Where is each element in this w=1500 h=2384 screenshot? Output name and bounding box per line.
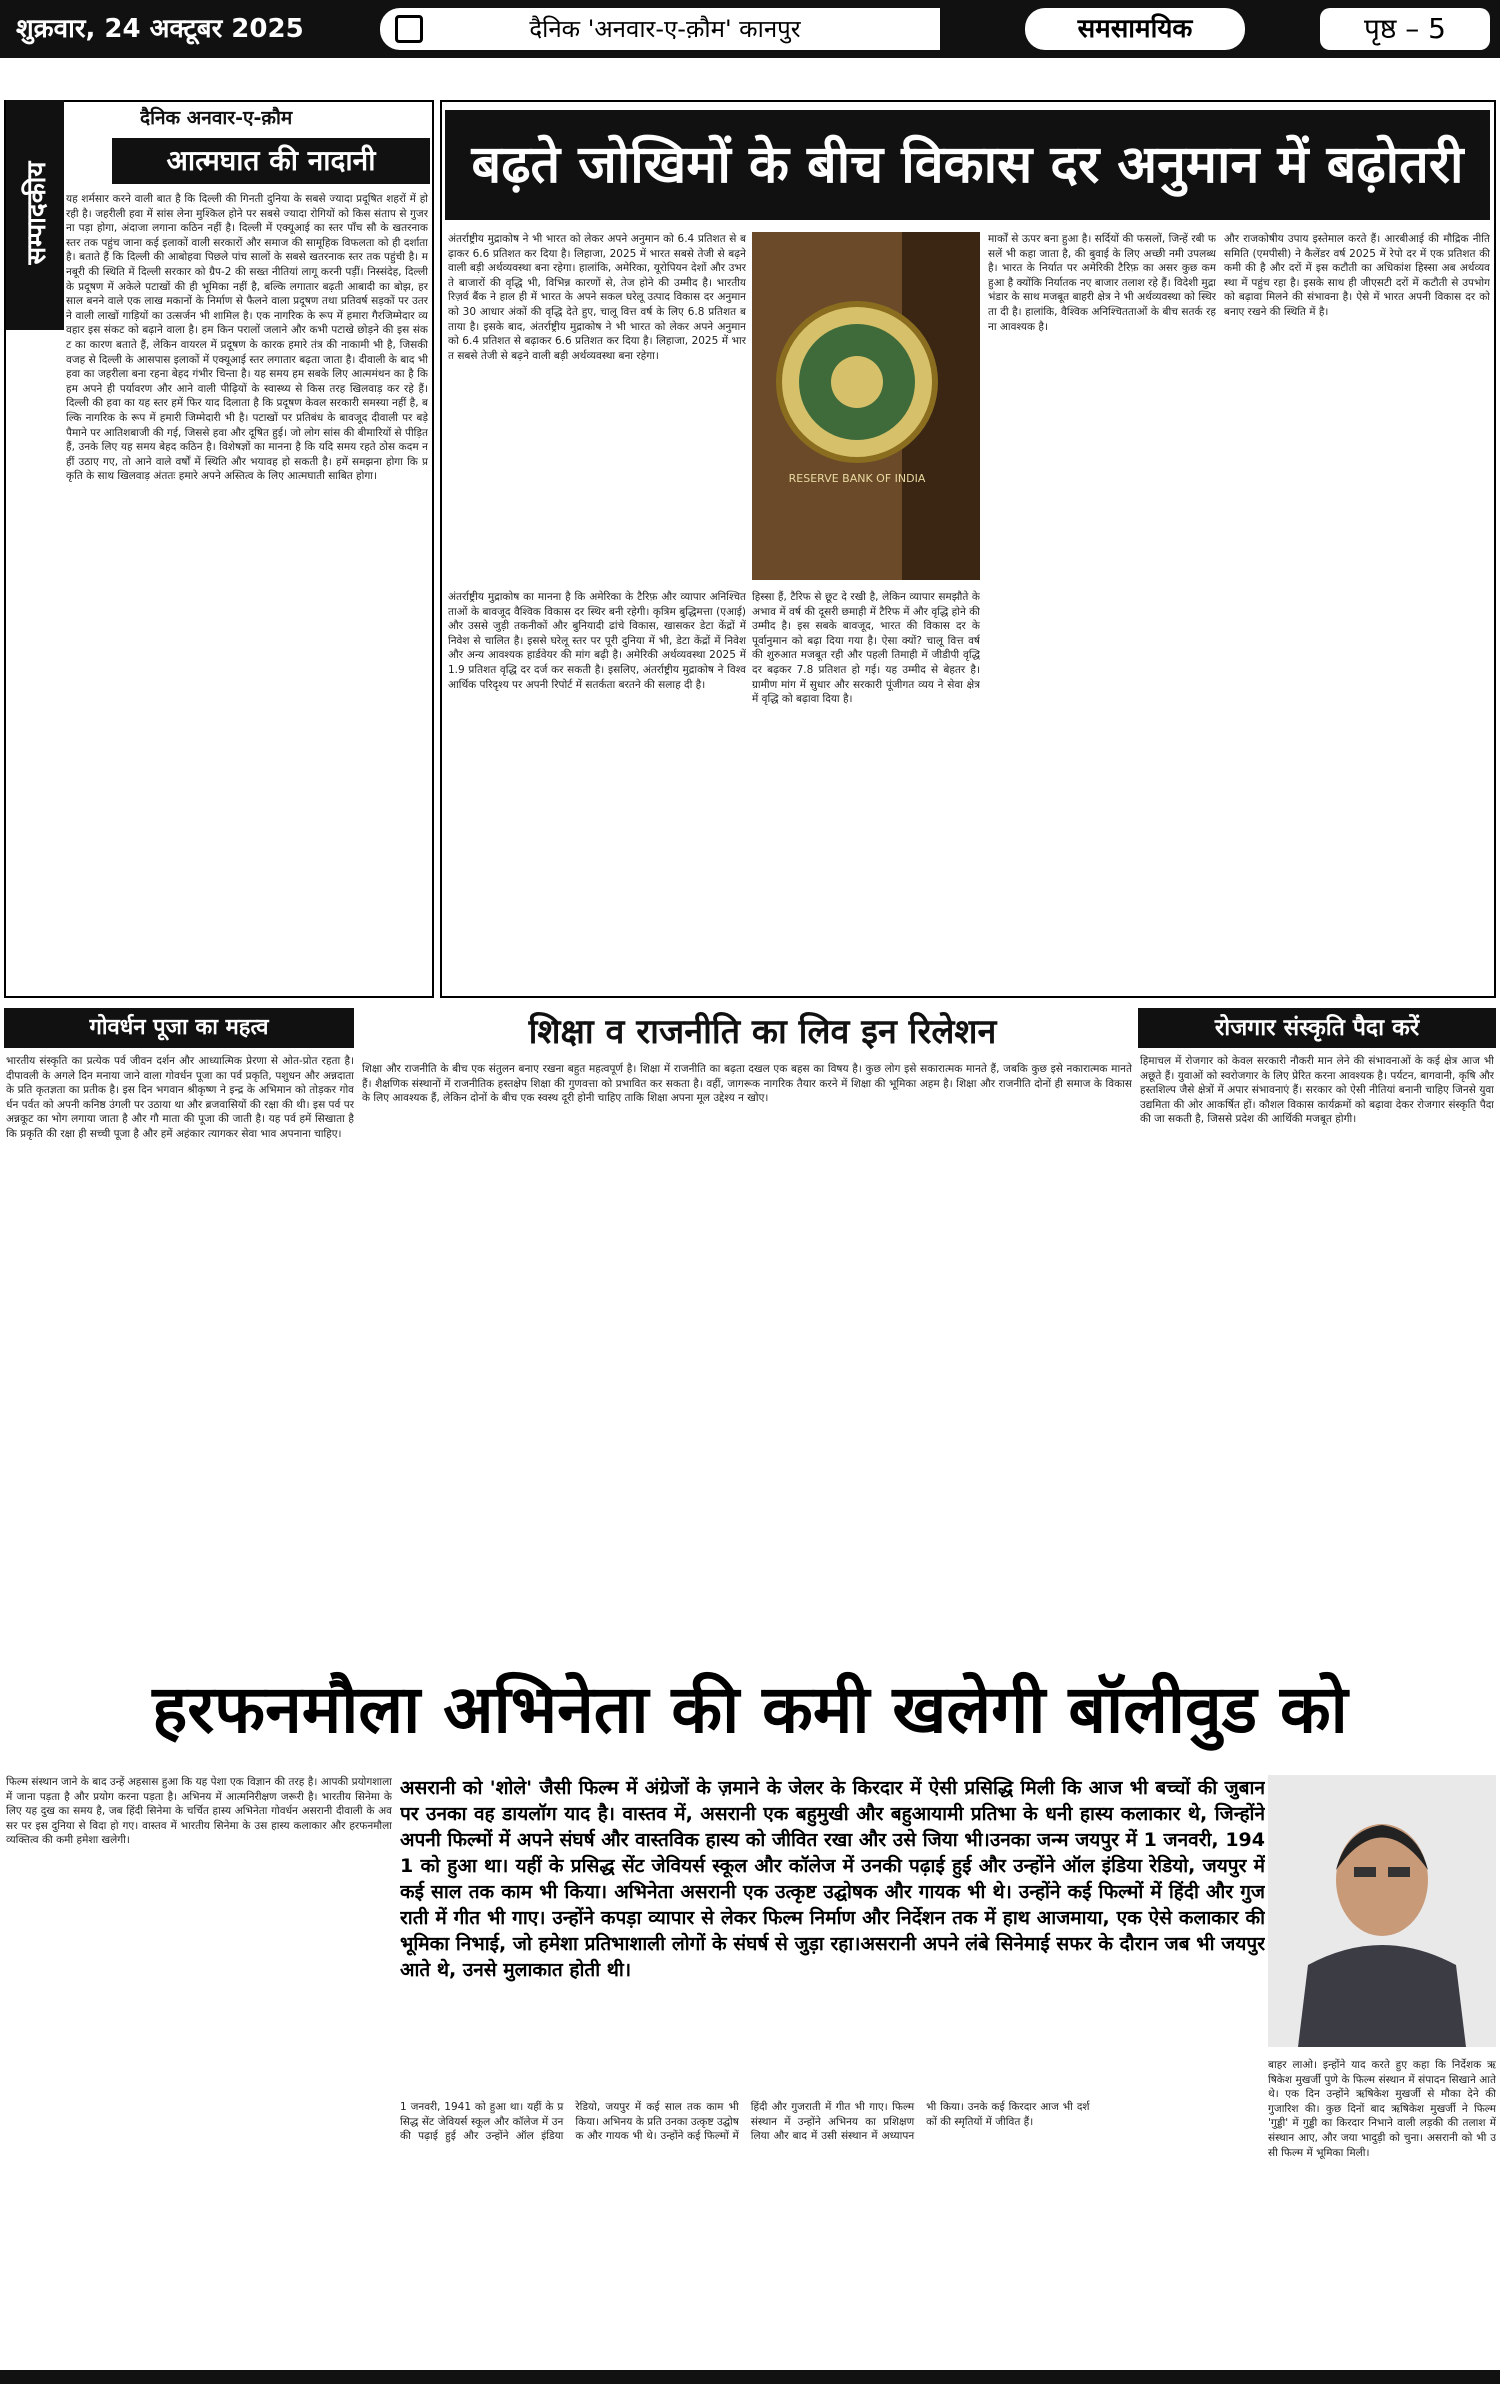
lead-column-2: अंतर्राष्ट्रीय मुद्राकोष का मानना है कि अमेरिका के टैरिफ़ और व्यापार अनिश्चितताओं के बावजूद वैश्विक विकास दर स्थिर बनी रहेगी। कृत्रिम बुद्धिमत्ता (एआई) और उससे जुड़ी तकनीकों और बुनियादी ढांचे विकास, खासकर डेटा केंद्रों में निवेश से चालित है। इससे घरेलू स्तर पर पूरी दुनिया में भी, डेटा केंद्रों में निवेश और अन्य आवश्यक हार्डवेयर की मांग बढ़ी है। अमेरिकी अर्थव्यवस्था 2025 में 1.9 प्रतिशत वृद्धि दर दर्ज कर सकती है। इसलिए, अंतर्राष्ट्रीय मुद्राकोष ने विश्व आर्थिक परिदृश्य पर अपनी रिपोर्ट में सतर्कता बरतने की सलाह दी है। xyxy=(448,591,746,691)
feature-headline: हरफनमौला अभिनेता की कमी खलेगी बॉलीवुड को xyxy=(152,1671,1348,1748)
lead-column-5: और राजकोषीय उपाय इस्तेमाल करते हैं। आरबीआई की मौद्रिक नीति समिति (एमपीसी) ने कैलेंडर वर्ष 2025 में रेपो दर में एक प्रतिशत की कमी की है और दरों में इस कटौती का अधिकांश हिस्सा अब अर्थव्यवस्था में पहुंच रहा है। इसके साथ ही जीएसटी दरों में कटौती से उपभोग को बढ़ावा मिलने की संभावना है। ऐसे में भारत अपनी विकास दर को बनाए रखने की स्थिति में है। xyxy=(1224,233,1490,318)
lead-column-3: हिस्सा हैं, टैरिफ से छूट दे रखी है, लेकिन व्यापार समझौते के अभाव में वर्ष की दूसरी छमाही में टैरिफ में और वृद्धि होने की उम्मीद है। इस सबके बावजूद, भारत की विकास दर के पूर्वानुमान को बढ़ा दिया गया है। ऐसा क्यों? चालू वित्त वर्ष की शुरुआत मजबूत रही और पहली तिमाही में जीडीपी वृद्धि दर बढ़कर 7.8 प्रतिशत हो गई। यह उम्मीद से बेहतर है। ग्रामीण मांग में सुधार और सरकारी पूंजीगत व्यय ने सेवा क्षेत्र में वृद्धि को बढ़ावा दिया है। xyxy=(752,591,980,706)
editorial-body: यह शर्मसार करने वाली बात है कि दिल्ली की गिनती दुनिया के सबसे ज्यादा प्रदूषित शहरों में हो रही है। जहरीली हवा में सांस लेना मुश्किल होने पर सबसे ज्यादा रोगियों को किस संताप से गुजरना पड़ा होगा, अंदाजा लगाना कठिन नहीं है। दिल्ली में एक्यूआई का स्तर पाँच सौ के खतरनाक स्तर तक पहुंच जाना कई इलाकों वाली सरकारों और समाज की सामूहिक विफलता को ही दर्शाता है। बताते हैं कि दिल्ली की आबोहवा पिछले पांच सालों के सबसे खतरनाक स्तर तक पहुंची है। मनबूरी की स्थिति में दिल्ली सरकार को ग्रैप-2 की सख्त नीतियां लागू करनी पड़ीं। निस्संदेह, दिल्ली के प्रदूषण में अकेले पटाखों की ही भूमिका नहीं है, बल्कि लगातार बढ़ती आबादी का बोझ, हर साल बनने वाले एक लाख मकानों के निर्माण से फैलने वाला प्रदूषण तथा प्रतिवर्ष सड़कों पर उतरने वाली लाखों गाड़ियों का उत्सर्जन भी शामिल है। एक नागरिक के रूप में हमारा गैरजिम्मेदार व्यवहार इस संकट को बढ़ाने वाला है। हम किन परालों जलाने और कभी पटाखे छोड़ने की इस संकट का कारण बताते हैं, लेकिन वायरल में प्रदूषण के कारक हमारे तंत्र की नाकामी भी है, जिसकी वजह से दिल्ली के आसपास इलाकों में एक्यूआई स्तर लगातार बढ़ता जाता है। दीवाली के बाद भी हवा का जहरीला बना रहना बेहद गंभीर चिन्ता है। यह समय हम सबके लिए आत्ममंथन का है कि हम अपने ही पर्यावरण और आने वाली पीढ़ियों के स्वास्थ्य से किस तरह खिलवाड़ कर रहे हैं। दिल्ली की हवा का यह स्तर हमें फिर याद दिलाता है कि प्रदूषण केवल सरकारी समस्या नहीं है, बल्कि नागरिक के रूप में हमारी जिम्मेदारी भी है। पटाखों पर प्रतिबंध के बावजूद दीवाली पर बड़े पैमाने पर आतिशबाजी की गई, जिससे हवा और दूषित हुई। जो लोग सांस की बीमारियों से पीड़ित हैं, उनके लिए यह समय बेहद कठिन है। विशेषज्ञों का मानना है कि यदि समय रहते ठोस कदम नहीं उठाए गए, तो आने वाले वर्षों में स्थिति और भयावह हो सकती है। हमें समझना होगा कि प्रकृति के साथ खिलवाड़ अंततः हमारे अपने अस्तित्व के लिए आत्मघाती साबित होगा। xyxy=(66,193,428,483)
rbi-image xyxy=(752,232,980,580)
feature-right-text: बाहर लाओ। इन्होंने याद करते हुए कहा कि निर्देशक ऋषिकेश मुखर्जी पुणे के फिल्म संस्थान में संपादन सिखाने आते थे। एक दिन उन्होंने ऋषिकेश मुखर्जी से मौका देने की गुजारिश की। कुछ दिनों बाद ऋषिकेश मुखर्जी ने फिल्म 'गुड्डी' में गुड्डी का किरदार निभाने वाली लड़की की तलाश में संस्थान आए, और जया भादुड़ी को चुना। असरानी को भी उसी फिल्म में भूमिका मिली। xyxy=(1268,2059,1496,2159)
education-politics-headline: शिक्षा व राजनीति का लिव इन रिलेशन xyxy=(528,1012,997,1052)
employment-header: रोजगार संस्कृति पैदा करें xyxy=(1138,1008,1496,1048)
paper-name: दैनिक 'अनवार-ए-क़ौम' कानपुर xyxy=(529,15,801,43)
page-number: पृष्ठ – 5 xyxy=(1320,8,1490,50)
svg-text:RESERVE BANK OF INDIA: RESERVE BANK OF INDIA xyxy=(788,472,926,485)
lead-column-1: अंतर्राष्ट्रीय मुद्राकोष ने भी भारत को लेकर अपने अनुमान को 6.4 प्रतिशत से बढ़ाकर 6.6 प्रतिशत कर दिया है। लिहाजा, 2025 में भारत सबसे तेजी से बढ़ने वाली बड़ी अर्थव्यवस्था बना रहेगा। हालांकि, अमेरिका, यूरोपियन देशों और उभरते बाजारों की वृद्धि भी, विभिन्न कारणों से, तेज होने की उम्मीद है। भारतीय रिज़र्व बैंक ने हाल ही में भारत के अपने सकल घरेलू उत्पाद विकास दर अनुमान को 30 आधार अंकों की वृद्धि देते हुए, चालू वित्त वर्ष के लिए 6.8 प्रतिशत बताया है। इसके बाद, अंतर्राष्ट्रीय मुद्राकोष ने भी भारत को लेकर अपने अनुमान को 6.4 प्रतिशत से बढ़ाकर 6.6 प्रतिशत कर दिया है। लिहाजा, 2025 में भारत सबसे तेजी से बढ़ने वाली बड़ी अर्थव्यवस्था बना रहेगा। xyxy=(448,233,746,362)
govardhan-body: भारतीय संस्कृति का प्रत्येक पर्व जीवन दर्शन और आध्यात्मिक प्रेरणा से ओत-प्रोत रहता है। दीपावली के अगले दिन मनाया जाने वाला गोवर्धन पूजा का पर्व प्रकृति, पशुधन और अन्नदाता के प्रति कृतज्ञता का प्रतीक है। इस दिन भगवान श्रीकृष्ण ने इन्द्र के अभिमान को तोड़कर गोवर्धन पर्वत को अपनी कनिष्ठ उंगली पर उठाया था और ब्रजवासियों की रक्षा की थी। इस पर्व पर अन्नकूट का भोग लगाया जाता है और गौ माता की पूजा की जाती है। यह पर्व हमें सिखाता है कि प्रकृति की रक्षा ही सच्ची पूजा है और हमें अहंकार त्यागकर सेवा भाव अपनाना चाहिए। xyxy=(6,1055,354,1140)
employment-body: हिमाचल में रोजगार को केवल सरकारी नौकरी मान लेने की संभावनाओं के कई क्षेत्र आज भी अछूते हैं। युवाओं को स्वरोजगार के लिए प्रेरित करना आवश्यक है। पर्यटन, बागवानी, कृषि और हस्तशिल्प जैसे क्षेत्रों में अपार संभावनाएं हैं। सरकार को ऐसी नीतियां बनानी चाहिए जिनसे युवा उद्यमिता की ओर आकर्षित हों। कौशल विकास कार्यक्रमों को बढ़ावा देकर रोजगार संस्कृति पैदा की जा सकती है, जिससे प्रदेश की आर्थिकी मजबूत होगी। xyxy=(1140,1055,1494,1126)
lead-headline: बढ़ते जोखिमों के बीच विकास दर अनुमान में बढ़ोतरी xyxy=(445,110,1490,220)
editorial-paper-name: दैनिक अनवार-ए-क़ौम xyxy=(140,107,293,129)
issue-date: शुक्रवार, 24 अक्टूबर 2025 xyxy=(16,14,304,44)
page-footer-strip xyxy=(0,2370,1500,2384)
section-tag: समसामयिक xyxy=(1025,8,1245,50)
editorial-title: आत्मघात की नादानी xyxy=(112,138,430,184)
editorial-side-label: सम्पादकीय xyxy=(6,100,64,330)
newspaper-icon xyxy=(395,15,423,43)
govardhan-header: गोवर्धन पूजा का महत्व xyxy=(4,1008,354,1048)
lead-column-4: मार्कों से ऊपर बना हुआ है। सर्दियों की फसलों, जिन्हें रबी फसलें भी कहा जाता है, की बुवाई के लिए अच्छी नमी उपलब्ध है। भारत के निर्यात पर अमेरिकी टैरिफ़ का असर कुछ कम हुआ है क्योंकि निर्यातक नए बाजार तलाश रहे हैं। विदेशी मुद्रा भंडार के साथ मजबूत बाहरी क्षेत्र ने भी अर्थव्यवस्था को स्थिरता दी है। हालांकि, वैश्विक अनिश्चितताओं के बीच सतर्क रहना आवश्यक है। xyxy=(988,233,1216,333)
actor-photo xyxy=(1268,1775,1496,2047)
feature-left-text: फिल्म संस्थान जाने के बाद उन्हें अहसास हुआ कि यह पेशा एक विज्ञान की तरह है। आपकी प्रयोगशाला में जाना पड़ता है और प्रयोग करना पड़ता है। अभिनय में आत्मनिरीक्षण जरूरी है। भारतीय सिनेमा के लिए यह दुख का समय है, जब हिंदी सिनेमा के चर्चित हास्य अभिनेता गोवर्धन असरानी दीवाली के अवसर पर इस दुनिया से विदा हो गए। वास्तव में भारतीय सिनेमा के उस हास्य कलाकार और हरफनमौला व्यक्तित्व की कमी हमेशा खलेगी। xyxy=(6,1776,392,1847)
feature-pull-quote: असरानी को 'शोले' जैसी फिल्म में अंग्रेजों के ज़माने के जेलर के किरदार में ऐसी प्रसिद्धि मिली कि आज भी बच्चों की जुबान पर उनका वह डायलॉग याद है। वास्तव में, असरानी एक बहुमुखी और बहुआयामी प्रतिभा के धनी हास्य कलाकार थे, जिन्होंने अपनी फिल्मों में अपने संघर्ष और वास्तविक हास्य को जीवित रखा और उसे जिया भी।उनका जन्म जयपुर में 1 जनवरी, 1941 को हुआ था। यहीं के प्रसिद्ध सेंट जेवियर्स स्कूल और कॉलेज में उनकी पढ़ाई हुई और उन्होंने ऑल इंडिया रेडियो, जयपुर में कई साल तक काम भी किया। अभिनेता असरानी एक उत्कृष्ट उद्घोषक और गायक भी थे। उन्होंने कई फिल्मों में हिंदी और गुजराती में गीत भी गाए। उन्होंने कपड़ा व्यापार से लेकर फिल्म निर्माण और निर्देशन तक में हाथ आजमाया, एक ऐसे कलाकार की भूमिका निभाई, जो हमेशा प्रतिभाशाली लोगों के संघर्ष से जुड़ा रहा।असरानी अपने लंबे सिनेमाई सफर के दौरान जब भी जयपुर आते थे, उनसे मुलाकात होती थी। xyxy=(400,1777,1265,1981)
feature-columns: 1 जनवरी, 1941 को हुआ था। यहीं के प्रसिद्ध सेंट जेवियर्स स्कूल और कॉलेज में उनकी पढ़ाई हुई और उन्होंने ऑल इंडिया रेडियो, जयपुर में कई साल तक काम भी किया। अभिनय के प्रति उनका उत्कृष्ट उद्घोषक और गायक भी थे। उन्होंने कई फिल्मों में हिंदी और गुजराती में गीत भी गाए। फिल्म संस्थान में उन्होंने अभिनय का प्रशिक्षण लिया और बाद में उसी संस्थान में अध्यापन भी किया। उनके कई किरदार आज भी दर्शकों की स्मृतियों में जीवित हैं। xyxy=(400,2101,1090,2143)
education-politics-body: शिक्षा और राजनीति के बीच एक संतुलन बनाए रखना बहुत महत्वपूर्ण है। शिक्षा में राजनीति का बढ़ता दखल एक बहस का विषय है। कुछ लोग इसे सकारात्मक मानते हैं, जबकि कुछ इसे नकारात्मक मानते हैं। शैक्षणिक संस्थानों में राजनीतिक हस्तक्षेप शिक्षा की गुणवत्ता को प्रभावित कर सकता है। वहीं, जागरूक नागरिक तैयार करने में शिक्षा की भूमिका अहम है। शिक्षा और राजनीति दोनों ही समाज के विकास के लिए आवश्यक हैं, लेकिन दोनों के बीच एक स्वस्थ दूरी होनी चाहिए ताकि शिक्षा अपना मूल उद्देश्य न खोए। xyxy=(362,1063,1132,1105)
